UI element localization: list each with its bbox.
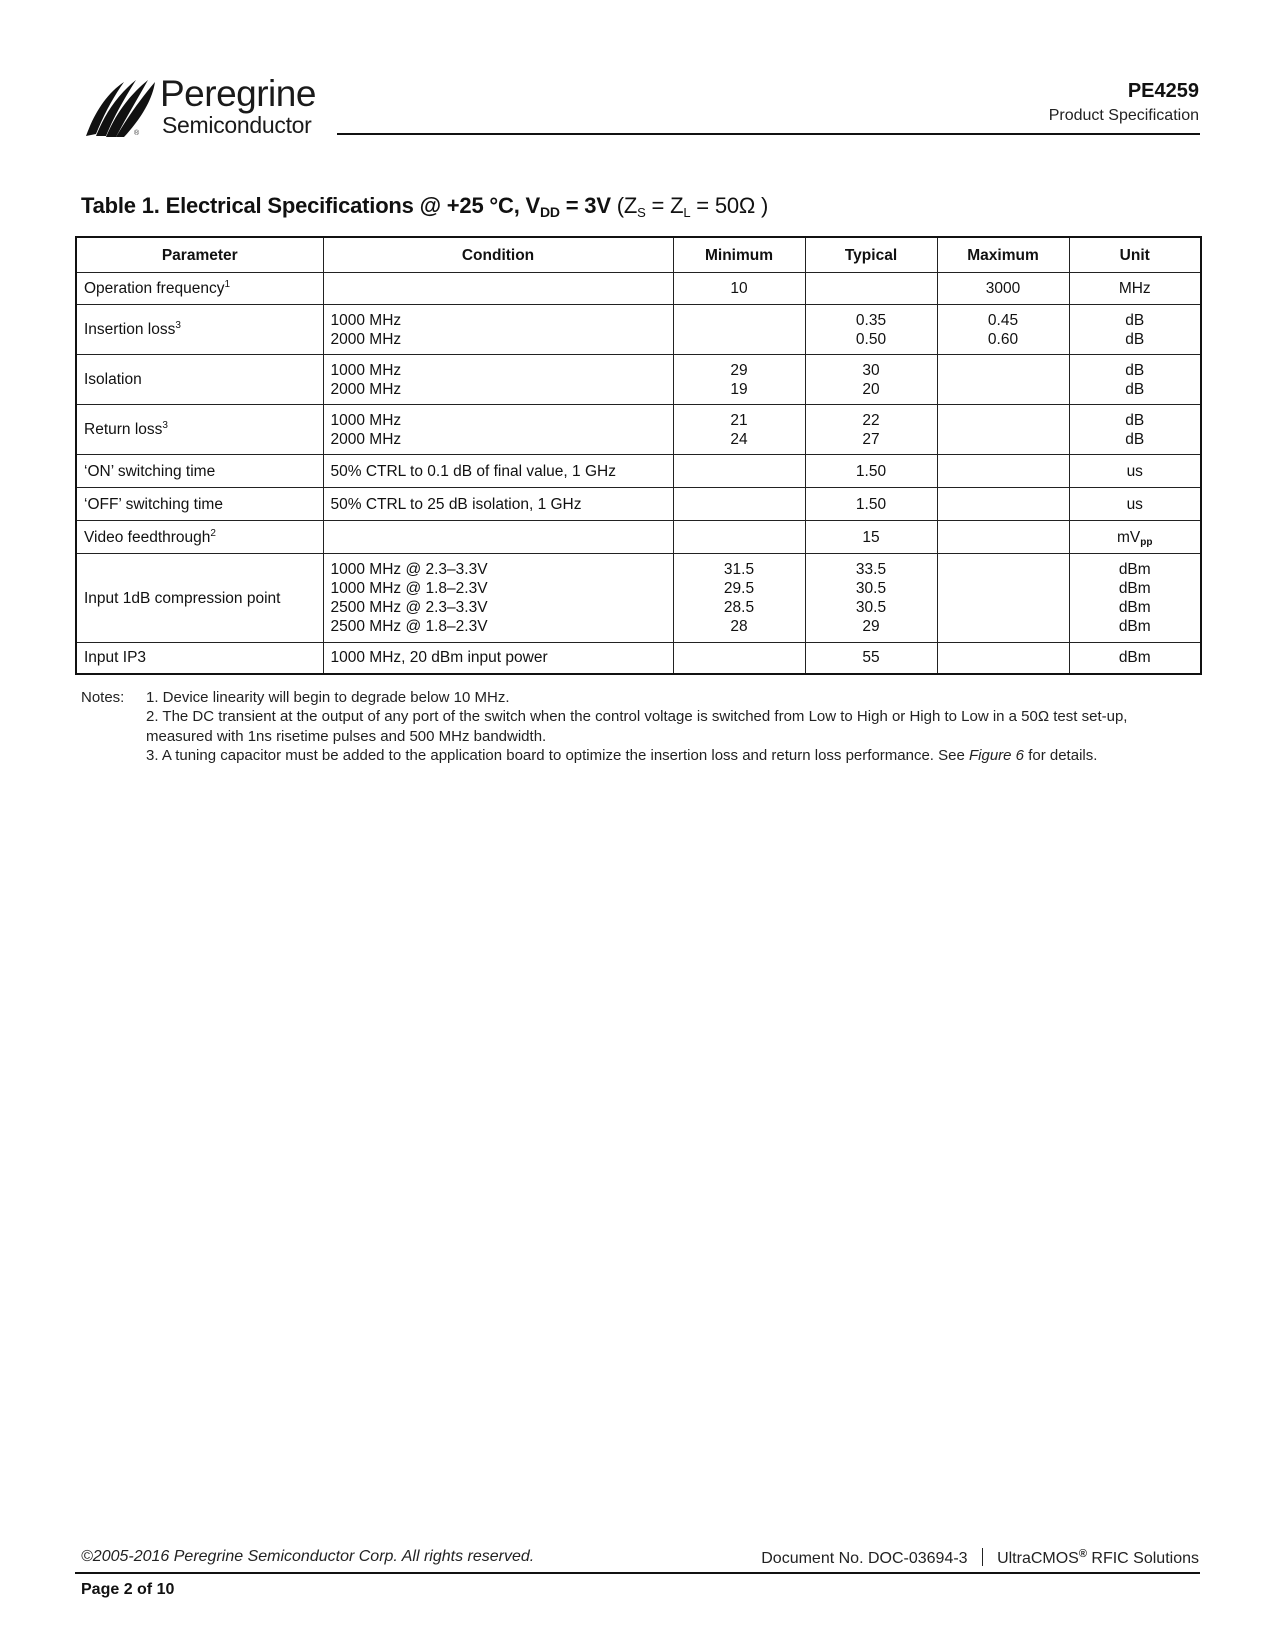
typical-cell	[805, 273, 937, 305]
parameter-cell	[76, 273, 323, 305]
condition-line: 2000 MHz	[330, 330, 402, 348]
typical-cell	[805, 405, 937, 455]
typical-cell: 1.50	[805, 455, 937, 488]
condition-line: 1000 MHz @ 2.3–3.3V	[330, 561, 488, 578]
value: 30	[862, 361, 880, 379]
parameter-cell	[76, 521, 323, 554]
table-row	[76, 355, 1201, 405]
minimum-cell: 10	[673, 273, 805, 305]
unit-cell: dBm	[1069, 643, 1201, 674]
maximum-cell	[937, 455, 1069, 488]
document-number: Document No. DOC-03694-3	[761, 1550, 968, 1567]
zs-subscript: S	[637, 205, 646, 220]
title-prefix: Table 1. Electrical Specifications @ +25 °C, V	[81, 193, 540, 218]
company-logo	[84, 73, 316, 140]
parameter-cell: Input 1dB compression point	[76, 554, 323, 643]
column-header-maximum: Maximum	[937, 237, 1069, 273]
copyright-text: ©2005-2016 Peregrine Semiconductor Corp. All rights reserved.	[81, 1548, 535, 1565]
table-row	[76, 554, 1201, 643]
impedance-open: (Z	[616, 193, 638, 218]
value: 29	[862, 618, 880, 635]
condition-cell	[323, 554, 673, 643]
table-row	[76, 273, 1201, 305]
value: 30.5	[855, 599, 887, 616]
column-header-typical: Typical	[805, 237, 937, 273]
value: 0.60	[987, 330, 1019, 348]
typical-cell: 1.50	[805, 488, 937, 521]
condition-cell: 1000 MHz, 20 dBm input power	[323, 643, 673, 674]
condition-line: 1000 MHz	[330, 411, 402, 429]
typical-cell: 15	[805, 521, 937, 554]
typical-cell	[805, 554, 937, 643]
parameter-text: Insertion loss	[84, 321, 176, 338]
value: dB	[1125, 330, 1145, 348]
value: dBm	[1118, 618, 1151, 635]
unit-cell	[1069, 355, 1201, 405]
condition-cell: 50% CTRL to 0.1 dB of final value, 1 GHz	[323, 455, 673, 488]
column-header-condition: Condition	[323, 237, 673, 273]
maximum-cell	[937, 305, 1069, 355]
registered-mark: ®	[134, 130, 140, 137]
condition-cell	[323, 521, 673, 554]
unit-cell: MHz	[1069, 273, 1201, 305]
document-type: Product Specification	[1048, 107, 1199, 124]
maximum-cell	[937, 643, 1069, 674]
value: 24	[730, 430, 748, 448]
note-item	[146, 746, 1198, 765]
table-row	[76, 405, 1201, 455]
minimum-cell	[673, 405, 805, 455]
condition-cell	[323, 273, 673, 305]
product-code: PE4259	[1127, 80, 1199, 102]
unit-cell: us	[1069, 488, 1201, 521]
condition-line: 1000 MHz @ 1.8–2.3V	[330, 580, 488, 597]
value: 33.5	[855, 561, 887, 578]
figure-reference: Figure 6	[969, 746, 1025, 764]
minimum-cell	[673, 554, 805, 643]
value: 30.5	[855, 580, 887, 597]
condition-line: 2500 MHz @ 1.8–2.3V	[330, 618, 488, 635]
parameter-text: Video feedthrough	[84, 528, 211, 546]
table-title	[81, 193, 768, 220]
value: dB	[1125, 361, 1145, 379]
unit-text: mV	[1117, 528, 1141, 546]
unit-cell	[1069, 521, 1201, 554]
notes-label: Notes:	[81, 689, 125, 706]
value: 22	[862, 411, 880, 429]
condition-line: 2000 MHz	[330, 380, 402, 398]
value: dB	[1125, 311, 1145, 329]
value: dBm	[1118, 580, 1151, 597]
value: 19	[730, 380, 748, 398]
value: 31.5	[723, 561, 755, 578]
table-row	[76, 455, 1201, 488]
logo-name: Peregrine	[160, 73, 316, 114]
unit-cell	[1069, 305, 1201, 355]
value: 0.45	[987, 311, 1019, 329]
value: dB	[1125, 430, 1145, 448]
note-text: for details.	[1024, 746, 1098, 764]
zl-label: = Z	[645, 193, 684, 218]
unit-cell	[1069, 405, 1201, 455]
value: 20	[862, 380, 880, 398]
value: 29	[730, 361, 748, 379]
value: dBm	[1118, 561, 1151, 578]
minimum-cell	[673, 488, 805, 521]
brand-suffix: RFIC Solutions	[1086, 1550, 1199, 1567]
value: 29.5	[723, 580, 755, 597]
header-divider	[337, 133, 1200, 135]
condition-cell	[323, 305, 673, 355]
minimum-cell	[673, 305, 805, 355]
value: dBm	[1118, 599, 1151, 616]
table-row	[76, 305, 1201, 355]
parameter-text: Return loss	[84, 421, 163, 438]
condition-line: 1000 MHz	[330, 361, 402, 379]
note-text: 3. A tuning capacitor must be added to the application board to optimize the insertion loss and return loss performance. See	[146, 746, 969, 764]
footnote-ref: 3	[162, 420, 168, 431]
minimum-cell	[673, 455, 805, 488]
footnote-ref: 2	[210, 527, 216, 539]
column-header-parameter: Parameter	[76, 237, 323, 273]
condition-cell	[323, 355, 673, 405]
value: 0.35	[855, 311, 887, 329]
maximum-cell	[937, 405, 1069, 455]
vdd-value: = 3V	[559, 193, 617, 218]
page-number: Page 2 of 10	[81, 1581, 175, 1598]
note-item: 2. The DC transient at the output of any port of the switch when the control voltage is switched from Low to High or High to Low in a 50Ω test set-up, measured with 1ns risetime pulses and 500 MHz bandwidth.	[146, 708, 1128, 745]
condition-line: 2500 MHz @ 2.3–3.3V	[330, 599, 488, 616]
maximum-cell	[937, 554, 1069, 643]
table-row	[76, 643, 1201, 674]
parameter-text: Isolation	[84, 371, 142, 388]
parameter-cell	[76, 355, 323, 405]
parameter-cell	[76, 405, 323, 455]
document-info	[761, 1548, 1199, 1568]
brand-name: UltraCMOS	[997, 1550, 1079, 1567]
table-row	[76, 521, 1201, 554]
logo-subname: Semiconductor	[162, 112, 312, 138]
unit-cell: us	[1069, 455, 1201, 488]
unit-cell	[1069, 554, 1201, 643]
impedance-value: = 50Ω )	[690, 193, 769, 218]
maximum-cell	[937, 521, 1069, 554]
column-header-unit: Unit	[1069, 237, 1201, 273]
parameter-text: Operation frequency	[84, 280, 225, 297]
parameter-cell: ‘OFF’ switching time	[76, 488, 323, 521]
note-item: 1. Device linearity will begin to degrade below 10 MHz.	[146, 689, 510, 706]
value: 28.5	[723, 599, 755, 616]
typical-cell	[805, 305, 937, 355]
minimum-cell	[673, 521, 805, 554]
column-header-minimum: Minimum	[673, 237, 805, 273]
minimum-cell	[673, 355, 805, 405]
zl-subscript: L	[683, 205, 691, 220]
parameter-cell	[76, 305, 323, 355]
maximum-cell	[937, 488, 1069, 521]
typical-cell	[805, 355, 937, 405]
vdd-subscript: DD	[540, 204, 560, 220]
parameter-cell: Input IP3	[76, 643, 323, 674]
value: 21	[730, 411, 748, 429]
condition-cell: 50% CTRL to 25 dB isolation, 1 GHz	[323, 488, 673, 521]
notes-list	[146, 688, 1198, 765]
table-row	[76, 488, 1201, 521]
registered-mark: ®	[1078, 1548, 1087, 1560]
electrical-specifications-table	[75, 236, 1202, 675]
maximum-cell: 3000	[937, 273, 1069, 305]
footnote-ref: 3	[175, 320, 181, 331]
condition-line: 2000 MHz	[330, 430, 402, 448]
condition-line: 1000 MHz	[330, 311, 402, 329]
separator	[982, 1548, 984, 1566]
value: dB	[1125, 411, 1145, 429]
value: 28	[730, 618, 748, 635]
footer-divider	[75, 1572, 1200, 1574]
value: 27	[862, 430, 880, 448]
parameter-cell: ‘ON’ switching time	[76, 455, 323, 488]
maximum-cell	[937, 355, 1069, 405]
peregrine-stripes-icon	[84, 76, 156, 138]
footnote-ref: 1	[224, 279, 231, 290]
table-header-row	[76, 237, 1201, 273]
value: dB	[1125, 380, 1145, 398]
minimum-cell	[673, 643, 805, 674]
unit-subscript: pp	[1140, 536, 1153, 548]
value: 0.50	[855, 330, 887, 348]
typical-cell: 55	[805, 643, 937, 674]
condition-cell	[323, 405, 673, 455]
